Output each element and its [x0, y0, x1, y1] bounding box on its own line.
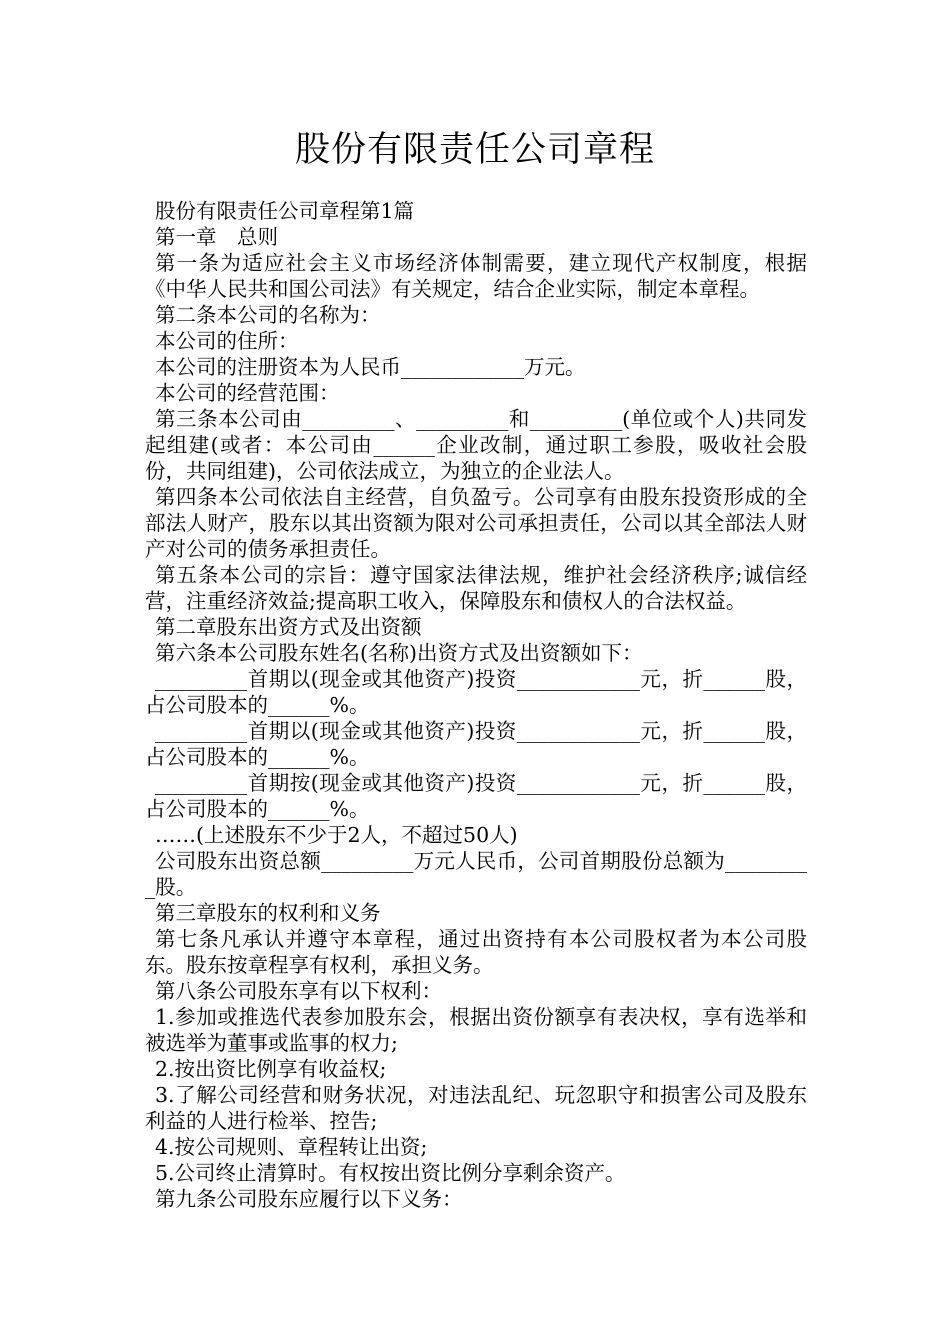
paragraph: 第八条公司股东享有以下权利： — [155, 979, 442, 1003]
paragraph: 5.公司终止清算时。有权按出资比例分享剩余资产。 — [155, 1161, 626, 1185]
paragraph: _________首期以(现金或其他资产)投资____________元，折______股，占公司股本的______%。 — [145, 667, 807, 717]
paragraph: 3.了解公司经营和财务状况，对违法乱纪、玩忽职守和损害公司及股东利益的人进行检举、控告; — [145, 1083, 807, 1133]
paragraph: 第七条凡承认并遵守本章程，通过出资持有本公司股权者为本公司股东。股东按章程享有权利，承担义务。 — [145, 927, 807, 977]
paragraph: 本公司的经营范围： — [155, 381, 340, 405]
paragraph: ……(上述股东不少于2人，不超过50人) — [155, 823, 518, 847]
paragraph: 第六条本公司股东姓名(名称)出资方式及出资额如下： — [155, 641, 643, 665]
page-title: 股份有限责任公司章程 — [294, 130, 655, 170]
paragraph: 公司股东出资总额_________万元人民币，公司首期股份总额为_________股。 — [145, 849, 807, 899]
paragraph: 第一条为适应社会主义市场经济体制需要，建立现代产权制度，根据《中华人民共和国公司法》有关规定，结合企业实际，制定本章程。 — [145, 251, 807, 301]
paragraph: 第九条公司股东应履行以下义务： — [155, 1187, 463, 1211]
paragraph: 股份有限责任公司章程第1篇 — [155, 199, 415, 223]
paragraph: 本公司的住所： — [155, 329, 299, 353]
paragraph: 第五条本公司的宗旨：遵守国家法律法规，维护社会经济秩序;诚信经营，注重经济效益;提高职工收入，保障股东和债权人的合法权益。 — [145, 563, 807, 613]
paragraph: 4.按公司规则、章程转让出资; — [155, 1135, 428, 1159]
paragraph: _________首期按(现金或其他资产)投资____________元，折______股，占公司股本的______%。 — [145, 771, 807, 821]
paragraph: _________首期以(现金或其他资产)投资____________元，折______股，占公司股本的______%。 — [145, 719, 807, 769]
paragraph: 第三章股东的权利和义务 — [155, 901, 381, 925]
paragraph: 1.参加或推选代表参加股东会，根据出资份额享有表决权，享有选举和被选举为董事或监事的权力; — [145, 1005, 807, 1055]
paragraph: 第三条本公司由_________、_________和_________(单位或个人)共同发起组建(或者：本公司由______企业改制，通过职工参股，吸收社会股份，共同组建)，公司依法成立，为独立的企业法人。 — [145, 407, 807, 483]
paragraph: 2.按出资比例享有收益权; — [155, 1057, 387, 1081]
paragraph: 第二条本公司的名称为： — [155, 303, 381, 327]
document-body — [145, 198, 807, 1212]
paragraph: 本公司的注册资本为人民币____________万元。 — [155, 355, 586, 379]
paragraph: 第四条本公司依法自主经营，自负盈亏。公司享有由股东投资形成的全部法人财产，股东以其出资额为限对公司承担责任，公司以其全部法人财产对公司的债务承担责任。 — [145, 485, 807, 561]
paragraph: 第一章 总则 — [155, 225, 278, 249]
paragraph: 第二章股东出资方式及出资额 — [155, 615, 422, 639]
